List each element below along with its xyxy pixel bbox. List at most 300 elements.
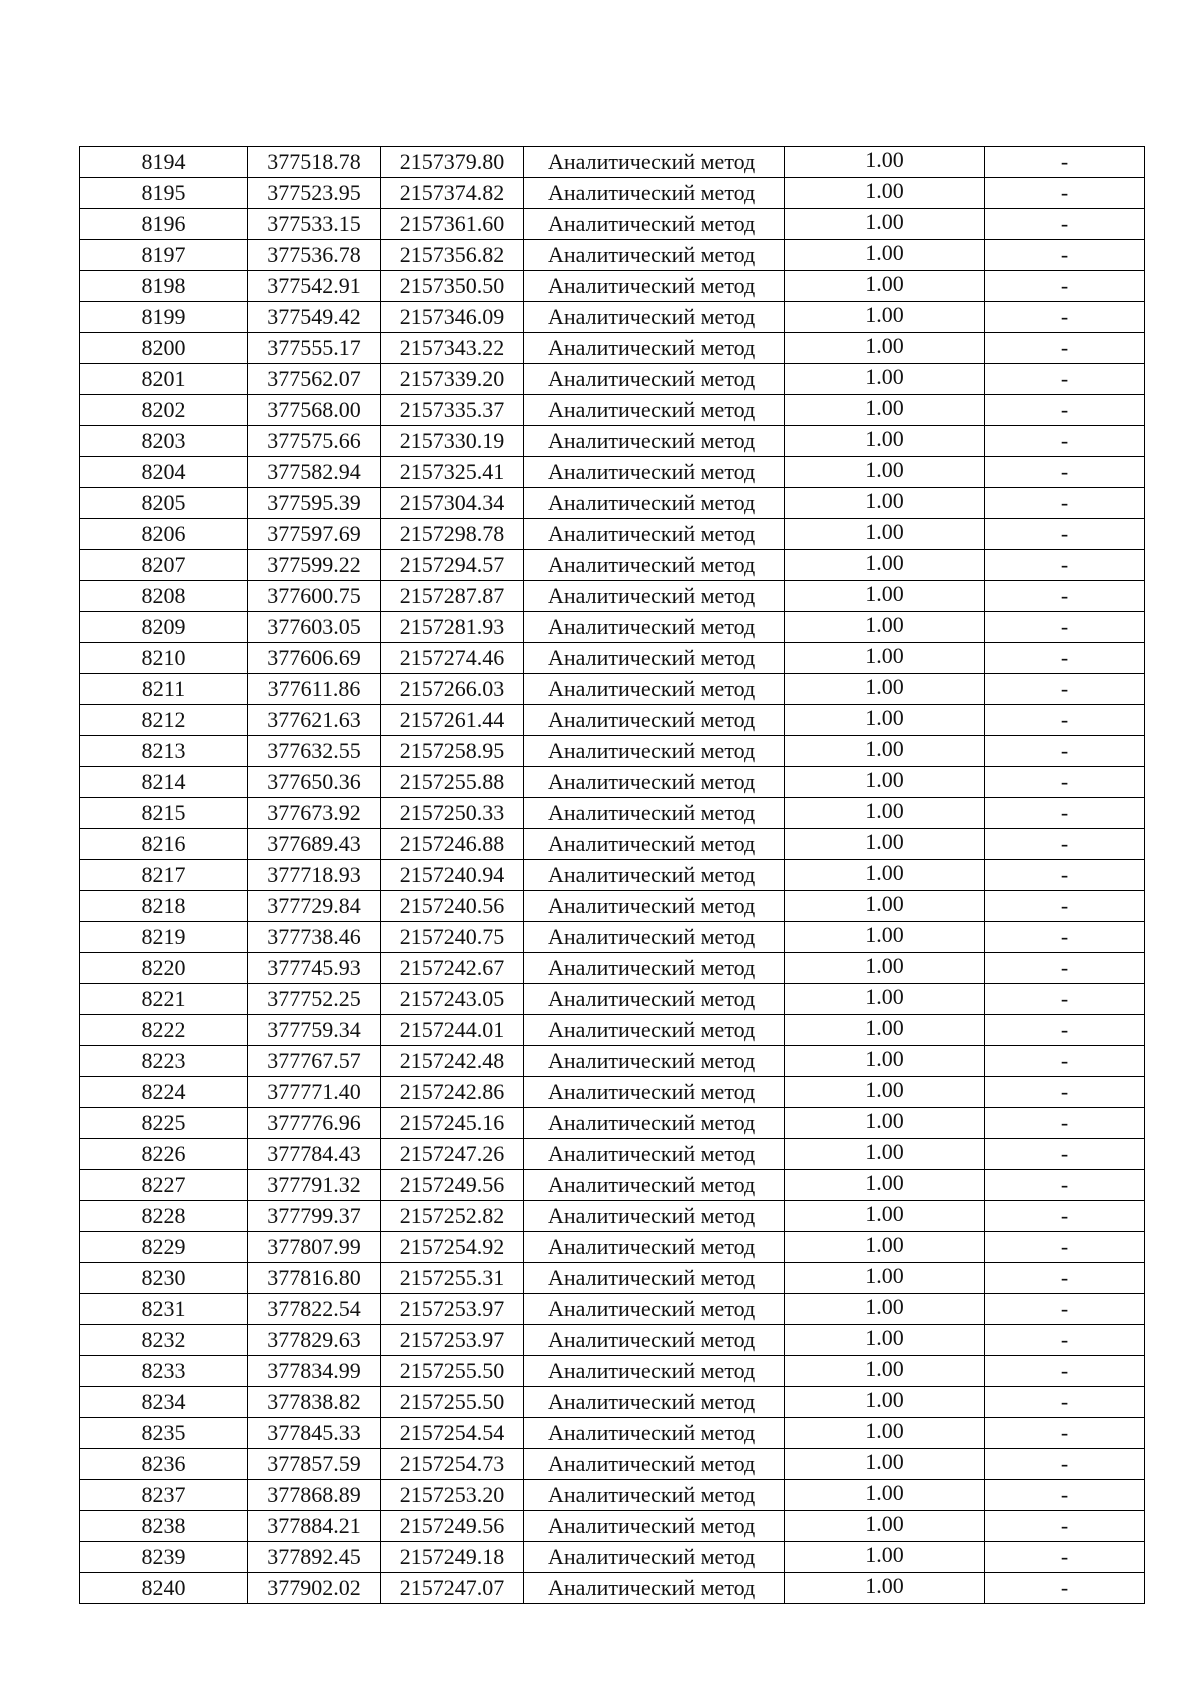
y-coordinate-cell: 2157361.60 xyxy=(381,209,524,240)
x-coordinate-cell: 377568.00 xyxy=(248,395,381,426)
point-number-cell: 8227 xyxy=(80,1170,248,1201)
method-cell: Аналитический метод xyxy=(524,457,785,488)
y-coordinate-cell: 2157240.56 xyxy=(381,891,524,922)
x-coordinate-cell: 377611.86 xyxy=(248,674,381,705)
description-cell: - xyxy=(985,736,1145,767)
point-number-cell: 8230 xyxy=(80,1263,248,1294)
accuracy-cell: 1.00 xyxy=(785,178,985,209)
y-coordinate-cell: 2157261.44 xyxy=(381,705,524,736)
y-coordinate-cell: 2157247.07 xyxy=(381,1573,524,1604)
method-cell: Аналитический метод xyxy=(524,612,785,643)
x-coordinate-cell: 377799.37 xyxy=(248,1201,381,1232)
accuracy-cell: 1.00 xyxy=(785,736,985,767)
method-cell: Аналитический метод xyxy=(524,1325,785,1356)
y-coordinate-cell: 2157240.94 xyxy=(381,860,524,891)
y-coordinate-cell: 2157253.97 xyxy=(381,1294,524,1325)
method-cell: Аналитический метод xyxy=(524,798,785,829)
point-number-cell: 8228 xyxy=(80,1201,248,1232)
method-cell: Аналитический метод xyxy=(524,1511,785,1542)
table-row xyxy=(80,829,1145,860)
y-coordinate-cell: 2157374.82 xyxy=(381,178,524,209)
point-number-cell: 8236 xyxy=(80,1449,248,1480)
method-cell: Аналитический метод xyxy=(524,240,785,271)
description-cell: - xyxy=(985,1077,1145,1108)
table-row xyxy=(80,1232,1145,1263)
method-cell: Аналитический метод xyxy=(524,178,785,209)
table-row xyxy=(80,1449,1145,1480)
accuracy-cell: 1.00 xyxy=(785,333,985,364)
description-cell: - xyxy=(985,1015,1145,1046)
point-number-cell: 8212 xyxy=(80,705,248,736)
y-coordinate-cell: 2157250.33 xyxy=(381,798,524,829)
description-cell: - xyxy=(985,364,1145,395)
x-coordinate-cell: 377771.40 xyxy=(248,1077,381,1108)
x-coordinate-cell: 377549.42 xyxy=(248,302,381,333)
point-number-cell: 8231 xyxy=(80,1294,248,1325)
table-row xyxy=(80,674,1145,705)
x-coordinate-cell: 377562.07 xyxy=(248,364,381,395)
accuracy-cell: 1.00 xyxy=(785,984,985,1015)
table-row xyxy=(80,1325,1145,1356)
y-coordinate-cell: 2157254.54 xyxy=(381,1418,524,1449)
description-cell: - xyxy=(985,953,1145,984)
table-row xyxy=(80,1356,1145,1387)
y-coordinate-cell: 2157325.41 xyxy=(381,457,524,488)
method-cell: Аналитический метод xyxy=(524,705,785,736)
point-number-cell: 8226 xyxy=(80,1139,248,1170)
table-row xyxy=(80,519,1145,550)
y-coordinate-cell: 2157254.73 xyxy=(381,1449,524,1480)
table-row xyxy=(80,364,1145,395)
description-cell: - xyxy=(985,147,1145,178)
point-number-cell: 8225 xyxy=(80,1108,248,1139)
description-cell: - xyxy=(985,1232,1145,1263)
description-cell: - xyxy=(985,829,1145,860)
point-number-cell: 8224 xyxy=(80,1077,248,1108)
description-cell: - xyxy=(985,1356,1145,1387)
y-coordinate-cell: 2157253.97 xyxy=(381,1325,524,1356)
x-coordinate-cell: 377689.43 xyxy=(248,829,381,860)
description-cell: - xyxy=(985,457,1145,488)
accuracy-cell: 1.00 xyxy=(785,395,985,426)
accuracy-cell: 1.00 xyxy=(785,1232,985,1263)
x-coordinate-cell: 377845.33 xyxy=(248,1418,381,1449)
y-coordinate-cell: 2157266.03 xyxy=(381,674,524,705)
table-row xyxy=(80,1077,1145,1108)
description-cell: - xyxy=(985,860,1145,891)
y-coordinate-cell: 2157242.86 xyxy=(381,1077,524,1108)
x-coordinate-cell: 377745.93 xyxy=(248,953,381,984)
description-cell: - xyxy=(985,1201,1145,1232)
y-coordinate-cell: 2157243.05 xyxy=(381,984,524,1015)
method-cell: Аналитический метод xyxy=(524,395,785,426)
accuracy-cell: 1.00 xyxy=(785,612,985,643)
point-number-cell: 8239 xyxy=(80,1542,248,1573)
accuracy-cell: 1.00 xyxy=(785,1015,985,1046)
x-coordinate-cell: 377729.84 xyxy=(248,891,381,922)
description-cell: - xyxy=(985,1449,1145,1480)
method-cell: Аналитический метод xyxy=(524,1418,785,1449)
x-coordinate-cell: 377759.34 xyxy=(248,1015,381,1046)
table-row xyxy=(80,1139,1145,1170)
y-coordinate-cell: 2157249.56 xyxy=(381,1170,524,1201)
description-cell: - xyxy=(985,891,1145,922)
method-cell: Аналитический метод xyxy=(524,1232,785,1263)
y-coordinate-cell: 2157287.87 xyxy=(381,581,524,612)
method-cell: Аналитический метод xyxy=(524,922,785,953)
table-row xyxy=(80,953,1145,984)
accuracy-cell: 1.00 xyxy=(785,1263,985,1294)
accuracy-cell: 1.00 xyxy=(785,1418,985,1449)
table-row xyxy=(80,1263,1145,1294)
point-number-cell: 8207 xyxy=(80,550,248,581)
method-cell: Аналитический метод xyxy=(524,550,785,581)
description-cell: - xyxy=(985,519,1145,550)
accuracy-cell: 1.00 xyxy=(785,581,985,612)
description-cell: - xyxy=(985,1139,1145,1170)
point-number-cell: 8235 xyxy=(80,1418,248,1449)
table-row xyxy=(80,240,1145,271)
x-coordinate-cell: 377884.21 xyxy=(248,1511,381,1542)
accuracy-cell: 1.00 xyxy=(785,1573,985,1604)
y-coordinate-cell: 2157255.50 xyxy=(381,1356,524,1387)
table-row xyxy=(80,736,1145,767)
description-cell: - xyxy=(985,1573,1145,1604)
description-cell: - xyxy=(985,922,1145,953)
table-row xyxy=(80,1046,1145,1077)
y-coordinate-cell: 2157249.18 xyxy=(381,1542,524,1573)
x-coordinate-cell: 377816.80 xyxy=(248,1263,381,1294)
description-cell: - xyxy=(985,240,1145,271)
table-row xyxy=(80,767,1145,798)
method-cell: Аналитический метод xyxy=(524,1046,785,1077)
description-cell: - xyxy=(985,674,1145,705)
accuracy-cell: 1.00 xyxy=(785,1542,985,1573)
y-coordinate-cell: 2157304.34 xyxy=(381,488,524,519)
method-cell: Аналитический метод xyxy=(524,302,785,333)
coordinates-table-body xyxy=(80,147,1145,1604)
description-cell: - xyxy=(985,1480,1145,1511)
point-number-cell: 8213 xyxy=(80,736,248,767)
accuracy-cell: 1.00 xyxy=(785,1201,985,1232)
table-row xyxy=(80,1201,1145,1232)
accuracy-cell: 1.00 xyxy=(785,705,985,736)
x-coordinate-cell: 377542.91 xyxy=(248,271,381,302)
table-row xyxy=(80,705,1145,736)
x-coordinate-cell: 377650.36 xyxy=(248,767,381,798)
accuracy-cell: 1.00 xyxy=(785,922,985,953)
description-cell: - xyxy=(985,1046,1145,1077)
accuracy-cell: 1.00 xyxy=(785,1170,985,1201)
x-coordinate-cell: 377767.57 xyxy=(248,1046,381,1077)
point-number-cell: 8214 xyxy=(80,767,248,798)
accuracy-cell: 1.00 xyxy=(785,798,985,829)
x-coordinate-cell: 377536.78 xyxy=(248,240,381,271)
table-row xyxy=(80,426,1145,457)
accuracy-cell: 1.00 xyxy=(785,519,985,550)
accuracy-cell: 1.00 xyxy=(785,860,985,891)
description-cell: - xyxy=(985,1108,1145,1139)
point-number-cell: 8215 xyxy=(80,798,248,829)
description-cell: - xyxy=(985,1263,1145,1294)
table-row xyxy=(80,612,1145,643)
point-number-cell: 8211 xyxy=(80,674,248,705)
point-number-cell: 8205 xyxy=(80,488,248,519)
y-coordinate-cell: 2157281.93 xyxy=(381,612,524,643)
method-cell: Аналитический метод xyxy=(524,519,785,550)
table-row xyxy=(80,1108,1145,1139)
accuracy-cell: 1.00 xyxy=(785,1294,985,1325)
method-cell: Аналитический метод xyxy=(524,1170,785,1201)
point-number-cell: 8208 xyxy=(80,581,248,612)
method-cell: Аналитический метод xyxy=(524,209,785,240)
description-cell: - xyxy=(985,178,1145,209)
y-coordinate-cell: 2157246.88 xyxy=(381,829,524,860)
method-cell: Аналитический метод xyxy=(524,1201,785,1232)
method-cell: Аналитический метод xyxy=(524,829,785,860)
point-number-cell: 8200 xyxy=(80,333,248,364)
point-number-cell: 8195 xyxy=(80,178,248,209)
y-coordinate-cell: 2157255.31 xyxy=(381,1263,524,1294)
x-coordinate-cell: 377784.43 xyxy=(248,1139,381,1170)
accuracy-cell: 1.00 xyxy=(785,891,985,922)
description-cell: - xyxy=(985,1387,1145,1418)
point-number-cell: 8202 xyxy=(80,395,248,426)
x-coordinate-cell: 377599.22 xyxy=(248,550,381,581)
point-number-cell: 8196 xyxy=(80,209,248,240)
table-row xyxy=(80,1511,1145,1542)
x-coordinate-cell: 377600.75 xyxy=(248,581,381,612)
table-row xyxy=(80,922,1145,953)
x-coordinate-cell: 377597.69 xyxy=(248,519,381,550)
point-number-cell: 8222 xyxy=(80,1015,248,1046)
description-cell: - xyxy=(985,488,1145,519)
accuracy-cell: 1.00 xyxy=(785,1046,985,1077)
accuracy-cell: 1.00 xyxy=(785,550,985,581)
description-cell: - xyxy=(985,984,1145,1015)
accuracy-cell: 1.00 xyxy=(785,829,985,860)
x-coordinate-cell: 377752.25 xyxy=(248,984,381,1015)
table-row xyxy=(80,1480,1145,1511)
description-cell: - xyxy=(985,705,1145,736)
accuracy-cell: 1.00 xyxy=(785,643,985,674)
accuracy-cell: 1.00 xyxy=(785,1511,985,1542)
x-coordinate-cell: 377857.59 xyxy=(248,1449,381,1480)
table-row xyxy=(80,1573,1145,1604)
y-coordinate-cell: 2157379.80 xyxy=(381,147,524,178)
method-cell: Аналитический метод xyxy=(524,364,785,395)
y-coordinate-cell: 2157346.09 xyxy=(381,302,524,333)
x-coordinate-cell: 377829.63 xyxy=(248,1325,381,1356)
x-coordinate-cell: 377673.92 xyxy=(248,798,381,829)
description-cell: - xyxy=(985,643,1145,674)
accuracy-cell: 1.00 xyxy=(785,147,985,178)
accuracy-cell: 1.00 xyxy=(785,1480,985,1511)
accuracy-cell: 1.00 xyxy=(785,240,985,271)
table-row xyxy=(80,1170,1145,1201)
point-number-cell: 8232 xyxy=(80,1325,248,1356)
point-number-cell: 8206 xyxy=(80,519,248,550)
y-coordinate-cell: 2157335.37 xyxy=(381,395,524,426)
description-cell: - xyxy=(985,1294,1145,1325)
y-coordinate-cell: 2157254.92 xyxy=(381,1232,524,1263)
x-coordinate-cell: 377632.55 xyxy=(248,736,381,767)
method-cell: Аналитический метод xyxy=(524,333,785,364)
x-coordinate-cell: 377776.96 xyxy=(248,1108,381,1139)
x-coordinate-cell: 377606.69 xyxy=(248,643,381,674)
y-coordinate-cell: 2157298.78 xyxy=(381,519,524,550)
description-cell: - xyxy=(985,395,1145,426)
table-row xyxy=(80,581,1145,612)
table-row xyxy=(80,891,1145,922)
point-number-cell: 8217 xyxy=(80,860,248,891)
accuracy-cell: 1.00 xyxy=(785,302,985,333)
table-row xyxy=(80,1015,1145,1046)
point-number-cell: 8204 xyxy=(80,457,248,488)
y-coordinate-cell: 2157294.57 xyxy=(381,550,524,581)
y-coordinate-cell: 2157253.20 xyxy=(381,1480,524,1511)
accuracy-cell: 1.00 xyxy=(785,364,985,395)
x-coordinate-cell: 377868.89 xyxy=(248,1480,381,1511)
accuracy-cell: 1.00 xyxy=(785,1387,985,1418)
point-number-cell: 8203 xyxy=(80,426,248,457)
x-coordinate-cell: 377902.02 xyxy=(248,1573,381,1604)
accuracy-cell: 1.00 xyxy=(785,1108,985,1139)
description-cell: - xyxy=(985,1511,1145,1542)
accuracy-cell: 1.00 xyxy=(785,767,985,798)
description-cell: - xyxy=(985,798,1145,829)
method-cell: Аналитический метод xyxy=(524,271,785,302)
table-row xyxy=(80,1418,1145,1449)
accuracy-cell: 1.00 xyxy=(785,1139,985,1170)
x-coordinate-cell: 377822.54 xyxy=(248,1294,381,1325)
x-coordinate-cell: 377807.99 xyxy=(248,1232,381,1263)
description-cell: - xyxy=(985,550,1145,581)
description-cell: - xyxy=(985,209,1145,240)
method-cell: Аналитический метод xyxy=(524,643,785,674)
description-cell: - xyxy=(985,271,1145,302)
y-coordinate-cell: 2157240.75 xyxy=(381,922,524,953)
x-coordinate-cell: 377621.63 xyxy=(248,705,381,736)
point-number-cell: 8201 xyxy=(80,364,248,395)
method-cell: Аналитический метод xyxy=(524,581,785,612)
x-coordinate-cell: 377533.15 xyxy=(248,209,381,240)
coordinates-table xyxy=(79,146,1145,1604)
x-coordinate-cell: 377582.94 xyxy=(248,457,381,488)
method-cell: Аналитический метод xyxy=(524,674,785,705)
point-number-cell: 8221 xyxy=(80,984,248,1015)
point-number-cell: 8209 xyxy=(80,612,248,643)
point-number-cell: 8198 xyxy=(80,271,248,302)
description-cell: - xyxy=(985,1418,1145,1449)
table-row xyxy=(80,1542,1145,1573)
point-number-cell: 8218 xyxy=(80,891,248,922)
method-cell: Аналитический метод xyxy=(524,1294,785,1325)
accuracy-cell: 1.00 xyxy=(785,426,985,457)
description-cell: - xyxy=(985,1170,1145,1201)
method-cell: Аналитический метод xyxy=(524,1015,785,1046)
x-coordinate-cell: 377603.05 xyxy=(248,612,381,643)
y-coordinate-cell: 2157255.50 xyxy=(381,1387,524,1418)
description-cell: - xyxy=(985,1325,1145,1356)
point-number-cell: 8240 xyxy=(80,1573,248,1604)
x-coordinate-cell: 377518.78 xyxy=(248,147,381,178)
method-cell: Аналитический метод xyxy=(524,1139,785,1170)
table-row xyxy=(80,860,1145,891)
method-cell: Аналитический метод xyxy=(524,1573,785,1604)
method-cell: Аналитический метод xyxy=(524,767,785,798)
method-cell: Аналитический метод xyxy=(524,860,785,891)
y-coordinate-cell: 2157274.46 xyxy=(381,643,524,674)
y-coordinate-cell: 2157343.22 xyxy=(381,333,524,364)
table-row xyxy=(80,147,1145,178)
accuracy-cell: 1.00 xyxy=(785,457,985,488)
x-coordinate-cell: 377575.66 xyxy=(248,426,381,457)
method-cell: Аналитический метод xyxy=(524,147,785,178)
table-row xyxy=(80,271,1145,302)
point-number-cell: 8210 xyxy=(80,643,248,674)
point-number-cell: 8238 xyxy=(80,1511,248,1542)
description-cell: - xyxy=(985,1542,1145,1573)
x-coordinate-cell: 377595.39 xyxy=(248,488,381,519)
table-row xyxy=(80,984,1145,1015)
y-coordinate-cell: 2157247.26 xyxy=(381,1139,524,1170)
method-cell: Аналитический метод xyxy=(524,488,785,519)
accuracy-cell: 1.00 xyxy=(785,1077,985,1108)
description-cell: - xyxy=(985,612,1145,643)
point-number-cell: 8216 xyxy=(80,829,248,860)
description-cell: - xyxy=(985,426,1145,457)
y-coordinate-cell: 2157252.82 xyxy=(381,1201,524,1232)
table-row xyxy=(80,798,1145,829)
table-row xyxy=(80,395,1145,426)
method-cell: Аналитический метод xyxy=(524,1387,785,1418)
table-row xyxy=(80,643,1145,674)
accuracy-cell: 1.00 xyxy=(785,674,985,705)
point-number-cell: 8197 xyxy=(80,240,248,271)
accuracy-cell: 1.00 xyxy=(785,488,985,519)
point-number-cell: 8234 xyxy=(80,1387,248,1418)
table-row xyxy=(80,302,1145,333)
y-coordinate-cell: 2157330.19 xyxy=(381,426,524,457)
y-coordinate-cell: 2157245.16 xyxy=(381,1108,524,1139)
method-cell: Аналитический метод xyxy=(524,1449,785,1480)
accuracy-cell: 1.00 xyxy=(785,953,985,984)
method-cell: Аналитический метод xyxy=(524,1542,785,1573)
method-cell: Аналитический метод xyxy=(524,1356,785,1387)
x-coordinate-cell: 377791.32 xyxy=(248,1170,381,1201)
point-number-cell: 8223 xyxy=(80,1046,248,1077)
method-cell: Аналитический метод xyxy=(524,1108,785,1139)
point-number-cell: 8237 xyxy=(80,1480,248,1511)
table-row xyxy=(80,178,1145,209)
table-row xyxy=(80,333,1145,364)
method-cell: Аналитический метод xyxy=(524,736,785,767)
x-coordinate-cell: 377718.93 xyxy=(248,860,381,891)
point-number-cell: 8199 xyxy=(80,302,248,333)
accuracy-cell: 1.00 xyxy=(785,1325,985,1356)
point-number-cell: 8220 xyxy=(80,953,248,984)
description-cell: - xyxy=(985,581,1145,612)
y-coordinate-cell: 2157356.82 xyxy=(381,240,524,271)
y-coordinate-cell: 2157258.95 xyxy=(381,736,524,767)
point-number-cell: 8219 xyxy=(80,922,248,953)
point-number-cell: 8194 xyxy=(80,147,248,178)
table-row xyxy=(80,550,1145,581)
point-number-cell: 8233 xyxy=(80,1356,248,1387)
method-cell: Аналитический метод xyxy=(524,1480,785,1511)
y-coordinate-cell: 2157249.56 xyxy=(381,1511,524,1542)
